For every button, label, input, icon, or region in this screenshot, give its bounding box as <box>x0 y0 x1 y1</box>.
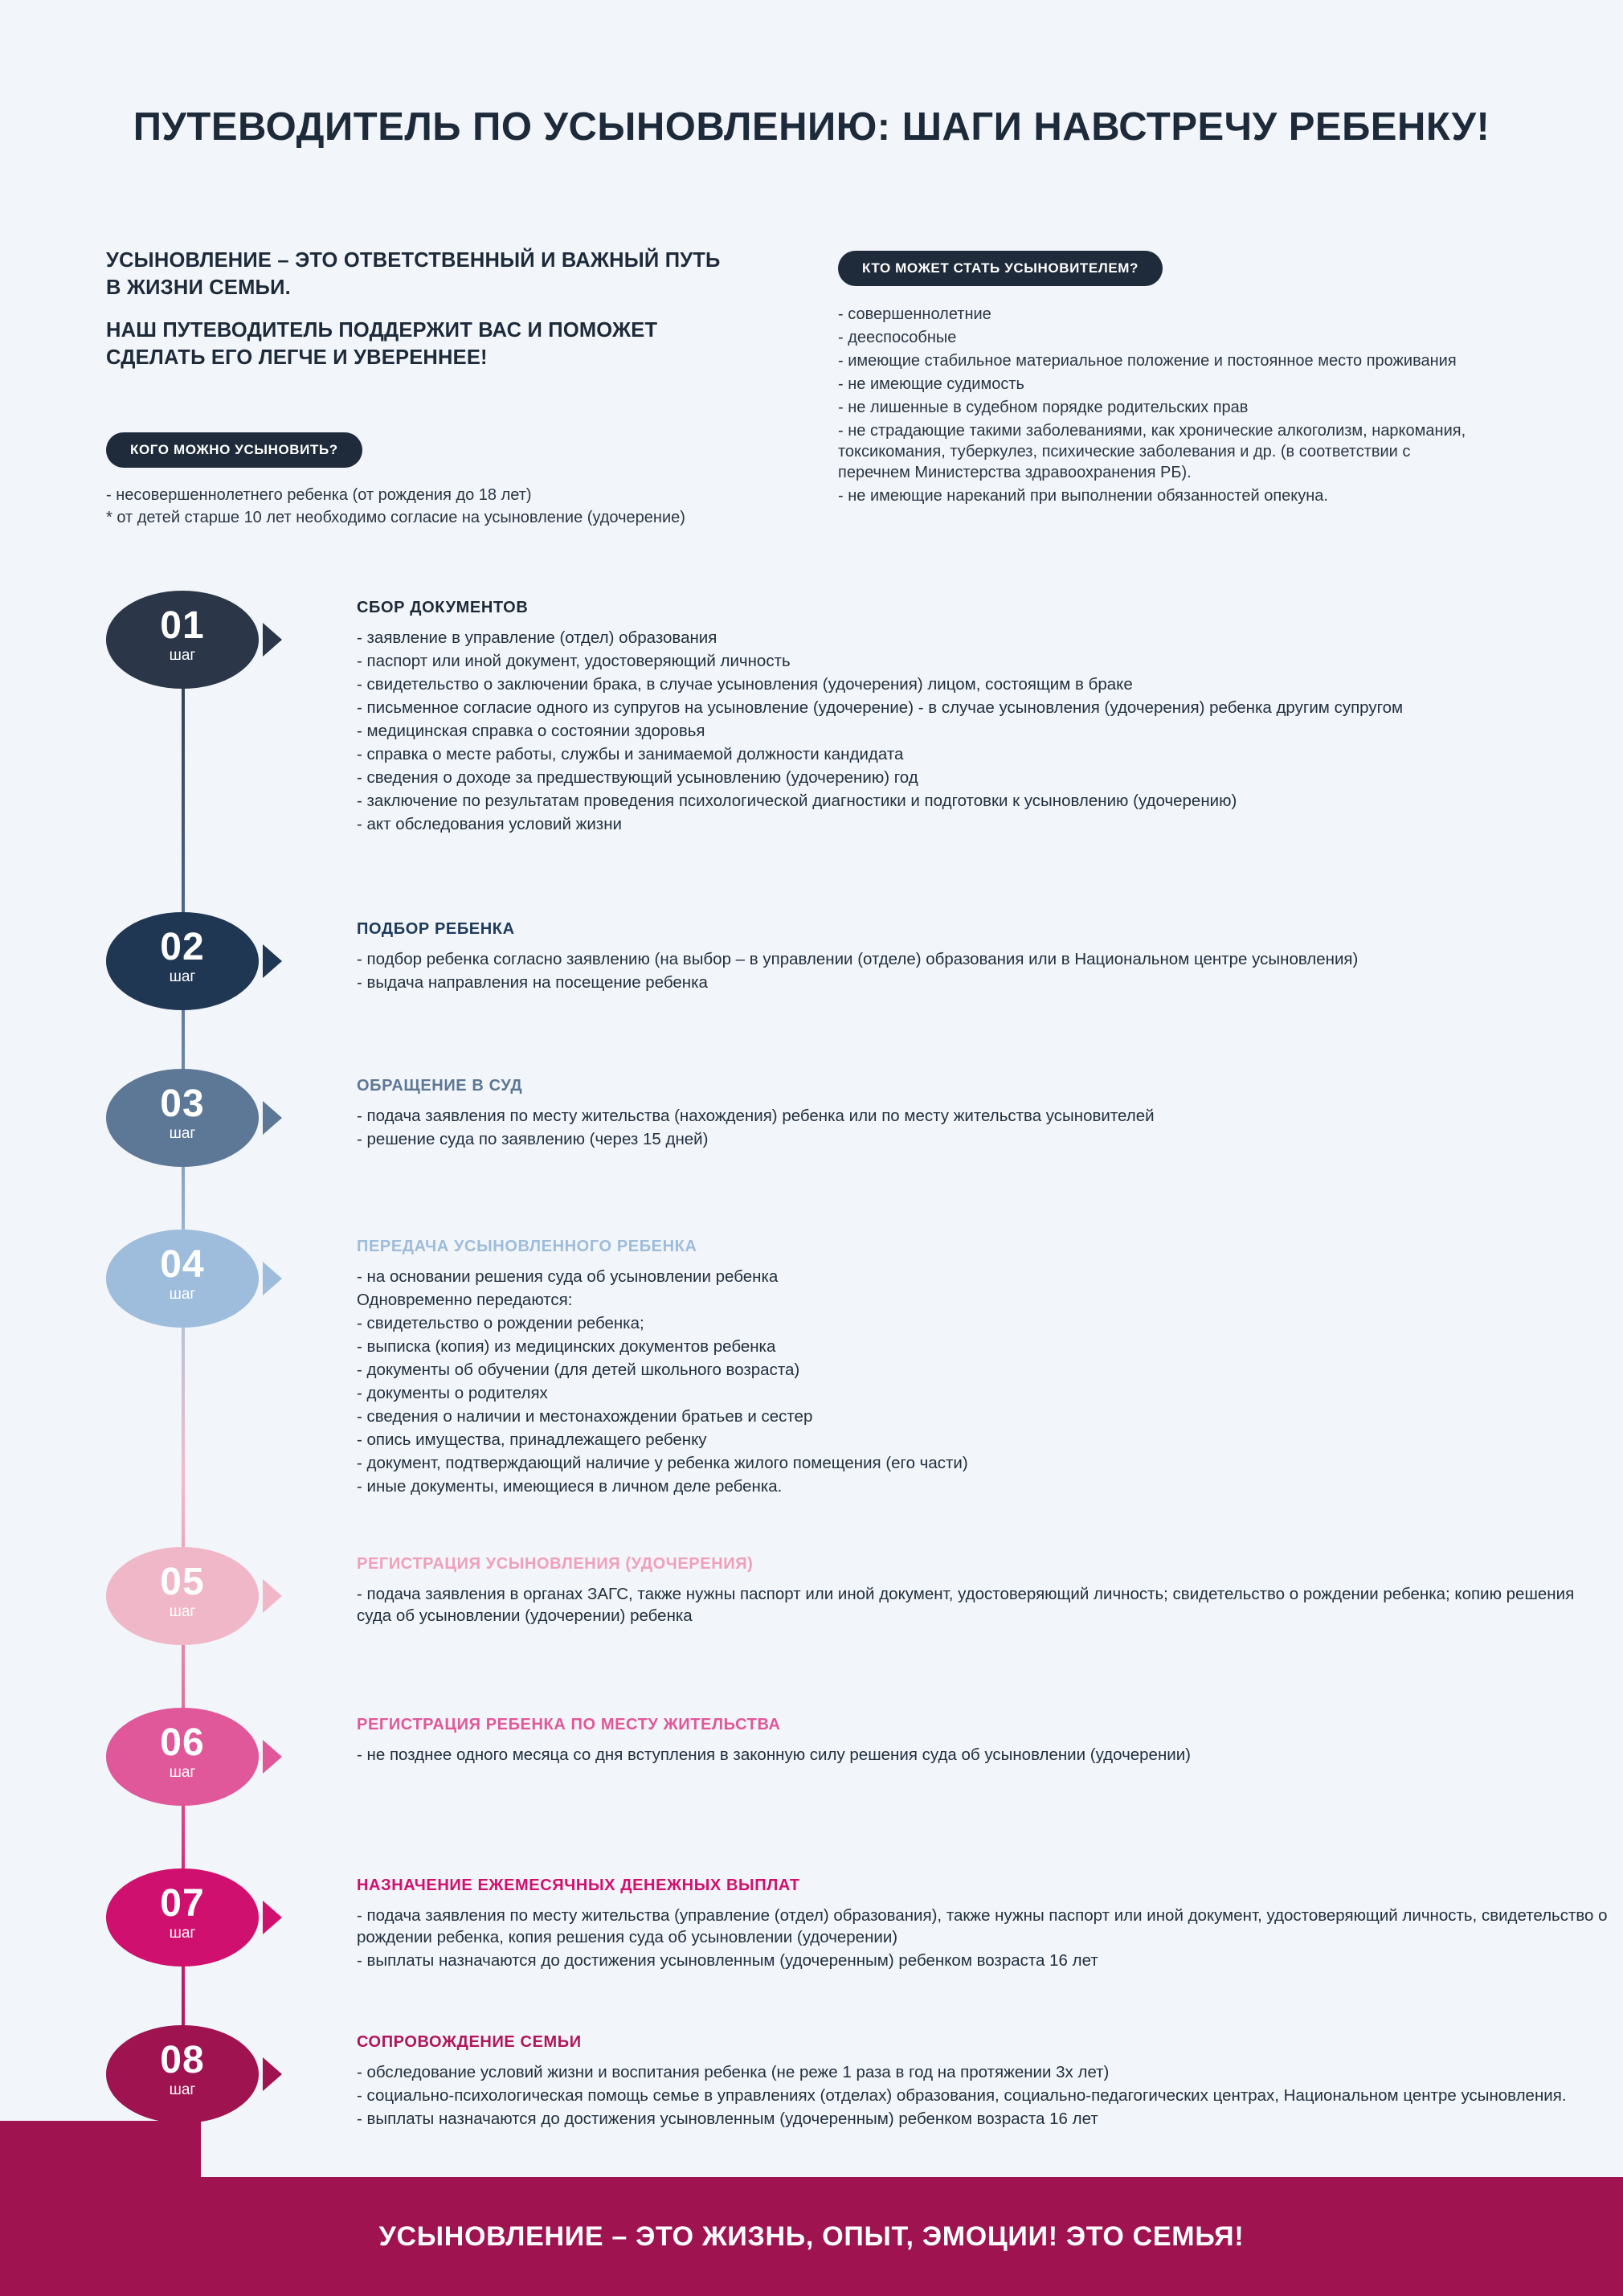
step-lines <box>357 1583 1610 1627</box>
step-caption: шаг <box>169 1925 196 1942</box>
list-item: - дееспособные <box>838 329 957 346</box>
step-number: 02 <box>160 926 205 968</box>
step-badge-07 <box>106 1868 259 1967</box>
step-caption: шаг <box>169 1764 196 1781</box>
step-number: 04 <box>160 1243 205 1286</box>
list-item: - социально-психологическая помощь семье в управлениях (отделах) образования, социально-педагогических центрах, Национальном центре усыновления. <box>357 2086 1567 2106</box>
step-lines <box>357 948 1610 993</box>
list-item: - документы о родителях <box>357 1384 548 1403</box>
pill-who-can-adopt: КТО МОЖЕТ СТАТЬ УСЫНОВИТЕЛЕМ? <box>838 251 1163 286</box>
pill-who-can-be-adopted: КОГО МОЖНО УСЫНОВИТЬ? <box>106 432 362 468</box>
list-item: - подбор ребенка согласно заявлению (на выбор – в управлении (отделе) образования или в Национальном центре усыновления) <box>357 950 1359 968</box>
step-badge-04 <box>106 1230 259 1328</box>
list-item: - не имеющие судимость <box>838 375 1024 393</box>
step-arrow-icon <box>263 1101 282 1135</box>
page-title: ПУТЕВОДИТЕЛЬ ПО УСЫНОВЛЕНИЮ: ШАГИ НАВСТРЕЧУ РЕБЕНКУ! <box>133 105 1490 149</box>
step-body-07 <box>357 1876 1610 1973</box>
step-body-05 <box>357 1555 1610 1628</box>
list-item: - сведения о наличии и местонахождении братьев и сестер <box>357 1407 813 1426</box>
step-caption: шаг <box>169 968 196 985</box>
step-badge-06 <box>106 1708 259 1806</box>
step-body-08 <box>357 2033 1610 2131</box>
intro-paragraph-1: УСЫНОВЛЕНИЕ – ЭТО ОТВЕТСТВЕННЫЙ И ВАЖНЫЙ ПУТЬ В ЖИЗНИ СЕМЬИ. <box>106 249 721 299</box>
step-lines <box>357 1744 1610 1766</box>
step-arrow-icon <box>263 1262 282 1295</box>
list-item: - иные документы, имеющиеся в личном деле ребенка. <box>357 1477 783 1496</box>
list-item: - заключение по результатам проведения психологической диагностики и подготовки к усыновлению (удочерению) <box>357 792 1237 811</box>
list-item: - сведения о доходе за предшествующий усыновлению (удочерению) год <box>357 768 918 788</box>
list-item: - акт обследования условий жизни <box>357 815 622 834</box>
step-lines <box>357 1105 1610 1150</box>
list-item: - подача заявления по месту жительства (нахождения) ребенка или по месту жительства усыновителей <box>357 1107 1155 1125</box>
step-arrow-icon <box>263 623 282 657</box>
list-item: - опись имущества, принадлежащего ребенку <box>357 1430 707 1450</box>
step-badge-08 <box>106 2025 259 2123</box>
step-number: 03 <box>160 1083 205 1125</box>
step-body-01 <box>357 599 1610 837</box>
step-badge-05 <box>106 1547 259 1645</box>
intro-block <box>106 248 741 388</box>
intro-paragraph-2: НАШ ПУТЕВОДИТЕЛЬ ПОДДЕРЖИТ ВАС И ПОМОЖЕТ СДЕЛАТЬ ЕГО ЛЕГЧЕ И УВЕРЕННЕЕ! <box>106 319 658 369</box>
footer-bar <box>0 2177 1623 2296</box>
step-heading: РЕГИСТРАЦИЯ УСЫНОВЛЕНИЯ (УДОЧЕРЕНИЯ) <box>357 1555 754 1573</box>
step-arrow-icon <box>263 2057 282 2091</box>
step-caption: шаг <box>169 2081 196 2098</box>
step-body-03 <box>357 1077 1610 1152</box>
list-item: - выплаты назначаются до достижения усыновленным (удочеренным) ребенком возраста 16 лет <box>357 1951 1098 1971</box>
step-arrow-icon <box>263 944 282 978</box>
list-item: - подача заявления в органах ЗАГС, также нужны паспорт или иной документ, удостоверяющий личность; свидетельство о рождении ребенка; копию решения суда об усыновлении (удочерении) ребенка <box>357 1585 1575 1626</box>
step-body-02 <box>357 920 1610 995</box>
list-item: - обследование условий жизни и воспитания ребенка (не реже 1 раза в год на протяжении 3х лет) <box>357 2063 1110 2081</box>
list-item: - решение суда по заявлению (через 15 дней) <box>357 1130 709 1149</box>
step-number: 08 <box>160 2039 205 2081</box>
list-item: - свидетельство о рождении ребенка; <box>357 1314 644 1333</box>
step-badge-01 <box>106 591 259 689</box>
step-heading: ОБРАЩЕНИЕ В СУД <box>357 1077 523 1095</box>
step-arrow-icon <box>263 1740 282 1774</box>
list-item: - заявление в управление (отдел) образования <box>357 628 717 647</box>
list-item: - документы об обучении (для детей школьного возраста) <box>357 1361 800 1380</box>
step-badge-02 <box>106 912 259 1010</box>
step-number: 01 <box>160 604 205 647</box>
step-arrow-icon <box>263 1579 282 1613</box>
step-lines <box>357 627 1610 835</box>
list-item: - на основании решения суда об усыновлении ребенка <box>357 1267 779 1286</box>
step-heading: ПОДБОР РЕБЕНКА <box>357 920 515 938</box>
step-heading: РЕГИСТРАЦИЯ РЕБЕНКА ПО МЕСТУ ЖИТЕЛЬСТВА <box>357 1716 781 1733</box>
list-item: - свидетельство о заключении брака, в случае усыновления (удочерения) лицом, состоящим в браке <box>357 675 1133 694</box>
list-item: - не позднее одного месяца со дня вступления в законную силу решения суда об усыновлении (удочерении) <box>357 1746 1192 1764</box>
list-item: - паспорт или иной документ, удостоверяющий личность <box>357 652 791 671</box>
list-item: - выплаты назначаются до достижения усыновленным (удочеренным) ребенком возраста 16 лет <box>357 2110 1098 2129</box>
step-number: 06 <box>160 1721 205 1764</box>
list-item: - не имеющие нареканий при выполнении обязанностей опекуна. <box>838 487 1328 505</box>
step-number: 05 <box>160 1561 205 1603</box>
list-item: - выписка (копия) из медицинских документов ребенка <box>357 1337 776 1357</box>
step-number: 07 <box>160 1882 205 1925</box>
list-item: Одновременно передаются: <box>357 1291 573 1310</box>
list-item: - подача заявления по месту жительства (управление (отдел) образования), также нужны паспорт или иной документ, удостоверяющий личность, свидетельство о рождении ребенка, копия решения суда об усыновлении (удочерении) <box>357 1906 1608 1947</box>
step-heading: ПЕРЕДАЧА УСЫНОВЛЕННОГО РЕБЕНКА <box>357 1238 697 1255</box>
list-item: - документ, подтверждающий наличие у ребенка жилого помещения (его части) <box>357 1454 968 1473</box>
step-caption: шаг <box>169 1125 196 1142</box>
list-item: - не страдающие такими заболеваниями, как хронические алкоголизм, наркомания, токсикомания, туберкулез, психические заболевания и др. (в соответствии с перечнем Министерства здравоохранения РБ). <box>838 422 1466 481</box>
list-item: - имеющие стабильное материальное положение и постоянное место проживания <box>838 352 1457 370</box>
list-item: - справка о месте работы, службы и занимаемой должности кандидата <box>357 745 904 764</box>
list-item: - несовершеннолетнего ребенка (от рождения до 18 лет) <box>106 486 532 504</box>
list-item: - не лишенные в судебном порядке родительских прав <box>838 399 1249 416</box>
step-caption: шаг <box>169 1286 196 1303</box>
step-lines <box>357 2061 1610 2130</box>
step-lines <box>357 1905 1610 1971</box>
step-arrow-icon <box>263 1901 282 1934</box>
list-item: - письменное согласие одного из супругов на усыновление (удочерение) - в случае усыновления (удочерения) ребенка другим супругом <box>357 698 1404 718</box>
step-caption: шаг <box>169 1603 196 1620</box>
right-block-list <box>838 304 1473 509</box>
list-item: - совершеннолетние <box>838 305 991 323</box>
footer-text: УСЫНОВЛЕНИЕ – ЭТО ЖИЗНЬ, ОПЫТ, ЭМОЦИИ! ЭТО СЕМЬЯ! <box>378 2221 1245 2252</box>
step-body-06 <box>357 1716 1610 1767</box>
step-heading: СБОР ДОКУМЕНТОВ <box>357 599 529 616</box>
list-item: - выдача направления на посещение ребенка <box>357 973 708 992</box>
list-item: - медицинская справка о состоянии здоровья <box>357 722 705 741</box>
step-lines <box>357 1266 1610 1497</box>
footer-accent <box>0 2121 201 2177</box>
list-item: * от детей старше 10 лет необходимо согласие на усыновление (удочерение) <box>106 508 685 526</box>
step-body-04 <box>357 1238 1610 1499</box>
step-heading: НАЗНАЧЕНИЕ ЕЖЕМЕСЯЧНЫХ ДЕНЕЖНЫХ ВЫПЛАТ <box>357 1876 800 1894</box>
step-badge-03 <box>106 1069 259 1167</box>
step-caption: шаг <box>169 647 196 664</box>
step-heading: СОПРОВОЖДЕНИЕ СЕМЬИ <box>357 2033 582 2051</box>
left-block-list <box>106 485 741 530</box>
